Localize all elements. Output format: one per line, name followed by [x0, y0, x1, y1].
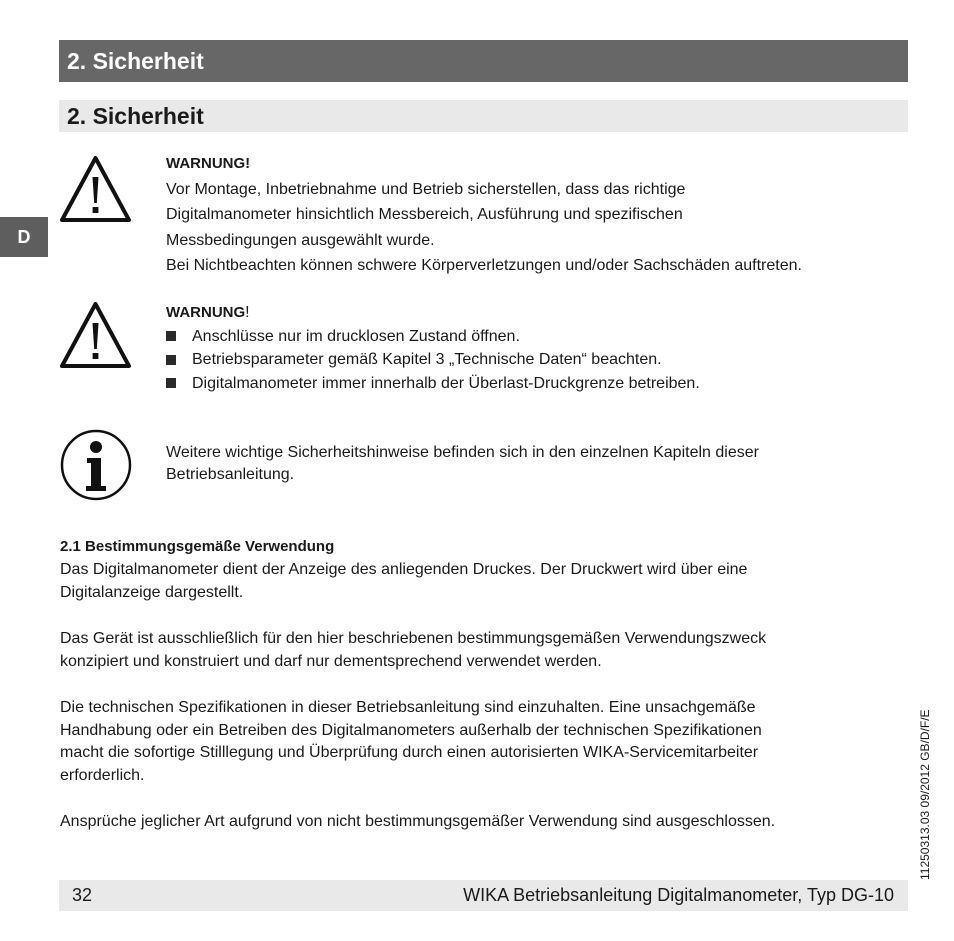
section-header [59, 40, 908, 82]
paragraph-line: Die technischen Spezifikationen in dieser Betriebsanleitung sind einzuhalten. Eine unsachgemäße [60, 699, 756, 716]
section-title: 2. Sicherheit [67, 48, 204, 74]
paragraph-line: Ansprüche jeglicher Art aufgrund von nicht bestimmungsgemäßer Verwendung sind ausgeschlossen. [60, 813, 776, 830]
page-number: 32 [72, 885, 93, 905]
info-block [166, 442, 886, 486]
footer-title: WIKA Betriebsanleitung Digitalmanometer, Typ DG-10 [463, 885, 894, 905]
square-bullet-icon [166, 355, 176, 365]
list-item-text: Anschlüsse nur im drucklosen Zustand öffnen. [192, 327, 520, 345]
info-text-line: Weitere wichtige Sicherheitshinweise befinden sich in den einzelnen Kapiteln dieser [166, 444, 759, 461]
paragraph-line: macht die sofortige Stilllegung und Überprüfung durch einen autorisierten WIKA-Servicemitarbeiter [60, 744, 759, 761]
warning-text-line: Messbedingungen ausgewählt wurde. [166, 231, 435, 249]
list-item-text: Digitalmanometer immer innerhalb der Überlast-Druckgrenze betreiben. [192, 374, 700, 392]
warning-text-line: Bei Nichtbeachten können schwere Körperverletzungen und/oder Sachschäden auftreten. [166, 257, 802, 274]
warning-block-2 [166, 301, 700, 395]
subsection-header [59, 100, 908, 132]
section-2-1 [60, 537, 910, 834]
warning-block-1 [166, 151, 802, 279]
warning-text-line: Vor Montage, Inbetriebnahme und Betrieb sicherstellen, dass das richtige [166, 180, 686, 198]
language-tab-label: D [17, 227, 31, 247]
warning-label: WARNUNG [166, 304, 246, 321]
paragraph-line: Handhabung oder ein Betreiben des Digitalmanometers außerhalb der technischen Spezifikationen [60, 721, 762, 739]
square-bullet-icon [166, 378, 176, 388]
page-footer [59, 880, 908, 911]
warning-label: WARNUNG! [166, 155, 251, 172]
info-circle-icon [59, 428, 133, 502]
paragraph-line: Das Digitalmanometer dient der Anzeige des anliegenden Druckes. Der Druckwert wird über eine [60, 561, 748, 578]
paragraph-line: Das Gerät ist ausschließlich für den hier beschriebenen bestimmungsgemäßen Verwendungszweck [60, 630, 767, 647]
list-item [166, 348, 700, 372]
paragraph-line: Digitalanzeige dargestellt. [60, 583, 244, 601]
warning-triangle-icon [59, 155, 132, 223]
list-item-text: Betriebsparameter gemäß Kapitel 3 „Technische Daten“ beachten. [192, 351, 662, 368]
paragraph-line: erforderlich. [60, 766, 145, 784]
subsection-title: 2. Sicherheit [67, 103, 204, 129]
list-item [166, 372, 700, 396]
list-item [166, 325, 700, 349]
warning-label-row [166, 301, 700, 325]
language-tab [0, 217, 48, 257]
square-bullet-icon [166, 331, 176, 341]
warning-triangle-icon [59, 301, 132, 369]
warning-label-suffix: ! [245, 304, 250, 321]
document-code: 11250313.03 09/2012 GB/D/F/E [918, 709, 932, 880]
info-text-line: Betriebsanleitung. [166, 466, 295, 483]
subsection-heading: 2.1 Bestimmungsgemäße Verwendung [60, 538, 335, 555]
warning-text-line: Digitalmanometer hinsichtlich Messbereich, Ausführung und spezifischen [166, 206, 683, 223]
paragraph-line: konzipiert und konstruiert und darf nur dementsprechend verwendet werden. [60, 652, 602, 670]
